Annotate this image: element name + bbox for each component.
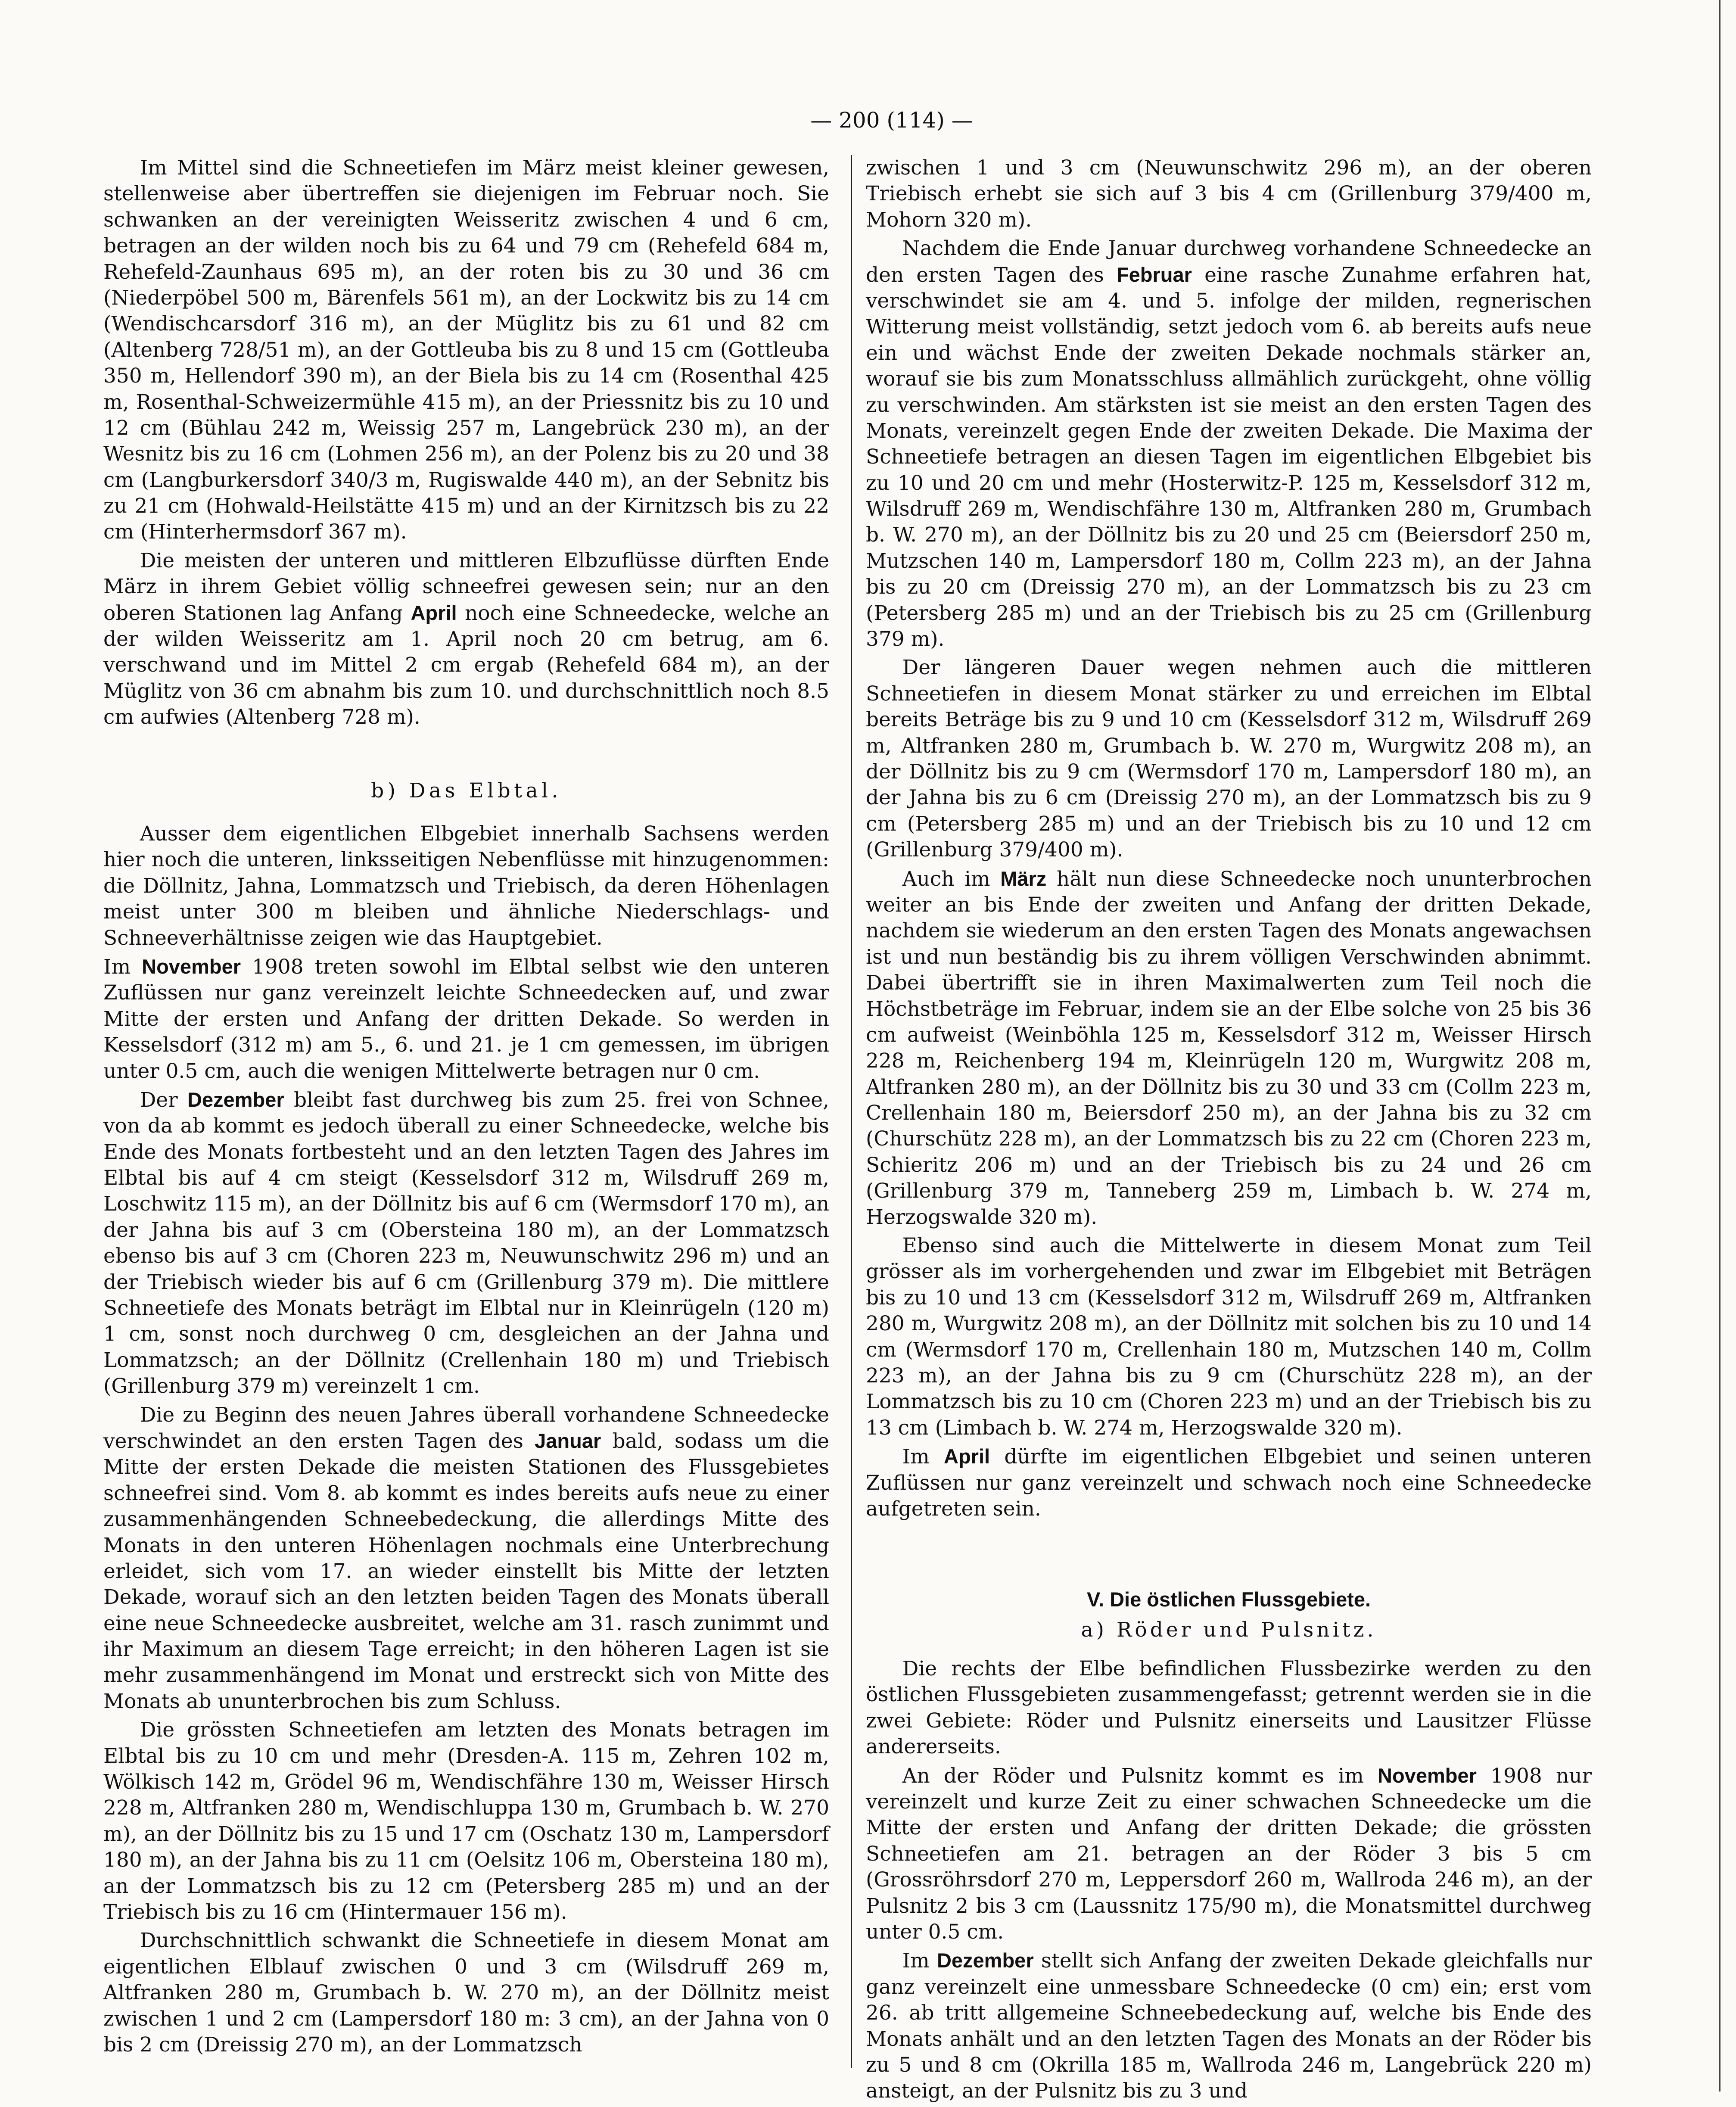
month-label: Februar — [1116, 263, 1192, 286]
month-label: Dezember — [936, 1949, 1034, 1972]
paragraph: An der Röder und Pulsnitz kommt es im November 1908 nur vereinzelt und kurze Zeit zu einer schwachen Schneedecke um die Mitte der ersten und Anfang der dritten Dekade; die grössten Schneetiefen am 21. betragen an der Röder 3 bis 5 cm (Grossröhrsdorf 270 m, Leppersdorf 260 m, Wallroda 246 m), an der Pulsnitz 2 bis 3 cm (Laussnitz 175/90 m), die Monatsmittel durchweg unter 0.5 cm. — [866, 1764, 1592, 1944]
paragraph: zwischen 1 und 3 cm (Neuwunschwitz 296 m), an der oberen Triebisch erhebt sie sich auf 3 bis 4 cm (Grillenburg 379/400 m, Mohorn 320 m). — [866, 156, 1592, 232]
paragraph: Im Dezember stellt sich Anfang der zweiten Dekade gleichfalls nur ganz vereinzelt eine unmessbare Schneedecke (0 cm) ein; erst vom 26. ab tritt allgemeine Schneebedeckung auf, welche bis Ende des Monats anhält und an den letzten Tagen des Monats an der Röder bis zu 5 und 8 cm (Okrilla 185 m, Wallroda 246 m, Langebrück 220 m) ansteigt, an der Pulsnitz bis zu 3 und — [866, 1949, 1592, 2103]
month-label: März — [1000, 867, 1047, 890]
paragraph: Im April dürfte im eigentlichen Elbgebiet und seinen unteren Zuflüssen nur ganz vereinzelt und schwach noch eine Schneedecke aufgetreten sein. — [866, 1445, 1592, 1521]
month-label: November — [1378, 1764, 1477, 1787]
paragraph: Ebenso sind auch die Mittelwerte in diesem Monat zum Teil grösser als im vorhergehenden und zwar im Elbgebiet mit Beträgen bis zu 10 und 13 cm (Kesselsdorf 312 m, Wilsdruff 269 m, Altfranken 280 m, Wurgwitz 208 m), an der Döllnitz mit solchen bis zu 10 und 14 cm (Wermsdorf 170 m, Crellenhain 180 m, Mutzschen 140 m, Collm 223 m), an der Jahna bis zu 9 cm (Churschütz 228 m), an der Lommatzsch bis zu 10 cm (Choren 223 m) und an der Triebisch bis zu 13 cm (Limbach b. W. 274 m, Herzogswalde 320 m). — [866, 1234, 1592, 1440]
paragraph: Auch im März hält nun diese Schneedecke noch ununterbrochen weiter an bis Ende der zweiten und Anfang der dritten Dekade, nachdem sie wiederum an den ersten Tagen des Monats angewachsen ist und nun beständig bis zu ihrem völligen Verschwinden abnimmt. Dabei übertrifft sie in ihren Maximalwerten zum Teil noch die Höchstbeträge im Februar, indem sie an der Elbe solche von 25 bis 36 cm aufweist (Weinböhla 125 m, Kesselsdorf 312 m, Weisser Hirsch 228 m, Reichenberg 194 m, Kleinrügeln 120 m, Wurgwitz 208 m, Altfranken 280 m), an der Döllnitz bis zu 30 und 33 cm (Collm 223 m, Crellenhain 180 m, Beiersdorf 250 m), an der Jahna bis zu 32 cm (Churschütz 228 m), an der Lommatzsch bis zu 22 cm (Choren 223 m, Schieritz 206 m) und an der Triebisch bis zu 24 und 26 cm (Grillenburg 379 m, Tanneberg 259 m, Limbach b. W. 274 m, Herzogswalde 320 m). — [866, 867, 1592, 1229]
section-heading: a) Röder und Pulsnitz. — [1081, 1618, 1377, 1642]
paragraph: Ausser dem eigentlichen Elbgebiet innerhalb Sachsens werden hier noch die unteren, linksseitigen Nebenflüsse mit hinzugenommen: die Döllnitz, Jahna, Lommatzsch und Triebisch, da deren Höhenlagen meist unter 300 m bleiben und ähnliche Niederschlags- und Schneeverhältnisse zeigen wie das Hauptgebiet. — [103, 822, 829, 950]
paragraph: Die zu Beginn des neuen Jahres überall vorhandene Schneedecke verschwindet an den ersten Tagen des Januar bald, sodass um die Mitte der ersten Dekade die meisten Stationen des Flussgebietes schneefrei sind. Vom 8. ab kommt es indes bereits aufs neue zu einer zusammenhängenden Schneebedeckung, die allerdings Mitte des Monats in den unteren Höhenlagen nochmals eine Unterbrechung erleidet, sich vom 17. an wieder einstellt bis Mitte der letzten Dekade, worauf sich an den letzten beiden Tagen des Monats überall eine neue Schneedecke ausbreitet, welche am 31. rasch zunimmt und ihr Maximum an diesem Tage erreicht; in den höheren Lagen ist sie mehr zusammenhängend im Monat und erstreckt sich von Mitte des Monats ab ununterbrochen bis zum Schluss. — [103, 1403, 829, 1713]
page-number: — 200 (114) — — [810, 108, 973, 133]
month-label: April — [411, 601, 457, 624]
paragraph: Die grössten Schneetiefen am letzten des Monats betragen im Elbtal bis zu 10 cm und mehr (Dresden-A. 115 m, Zehren 102 m, Wölkisch 142 m, Grödel 96 m, Wendischfähre 130 m, Weisser Hirsch 228 m, Altfranken 280 m, Wendischluppa 130 m, Grumbach b. W. 270 m), an der Döllnitz bis zu 15 und 17 cm (Oschatz 130 m, Lampersdorf 180 m), an der Jahna bis zu 11 cm (Oelsitz 106 m, Obersteina 180 m), an der Lommatzsch bis zu 12 cm (Petersberg 285 m) und an der Triebisch bis zu 16 cm (Hintermauer 156 m). — [103, 1718, 829, 1924]
paragraph: Der längeren Dauer wegen nehmen auch die mittleren Schneetiefen in diesem Monat stärker zu und erreichen im Elbtal bereits Beträge bis zu 9 und 10 cm (Kesselsdorf 312 m, Wilsdruff 269 m, Altfranken 280 m, Grumbach b. W. 270 m, Wurgwitz 208 m), an der Döllnitz bis zu 9 cm (Wermsdorf 170 m, Lampersdorf 180 m), an der Jahna bis zu 6 cm (Dreissig 270 m), an der Lommatzsch bis zu 9 cm (Petersberg 285 m) und an der Triebisch bis zu 10 und 12 cm (Grillenburg 379/400 m). — [866, 656, 1592, 862]
month-label: Januar — [535, 1429, 601, 1452]
month-label: November — [142, 955, 241, 978]
column-divider — [851, 155, 852, 2068]
paragraph: Die rechts der Elbe befindlichen Flussbezirke werden zu den östlichen Flussgebieten zusammengefasst; getrennt werden sie in die zwei Gebiete: Röder und Pulsnitz einerseits und Lausitzer Flüsse andererseits. — [866, 1657, 1592, 1759]
paragraph: Im Mittel sind die Schneetiefen im März meist kleiner gewesen, stellenweise aber übertreffen sie diejenigen im Februar noch. Sie schwanken an der vereinigten Weisseritz zwischen 4 und 6 cm, betragen an der wilden noch bis zu 64 und 79 cm (Rehefeld 684 m, Rehefeld-Zaunhaus 695 m), an der roten bis zu 30 und 36 cm (Niederpöbel 500 m, Bärenfels 561 m), an der Lockwitz bis zu 14 cm (Wendischcarsdorf 316 m), an der Müglitz bis zu 61 und 82 cm (Altenberg 728/51 m), an der Gottleuba bis zu 8 und 15 cm (Gottleuba 350 m, Hellendorf 390 m), an der Biela bis zu 14 cm (Rosenthal 425 m, Rosenthal-Schweizermühle 415 m), an der Priessnitz bis zu 10 und 12 cm (Bühlau 242 m, Weissig 257 m, Langebrück 230 m), an der Wesnitz bis zu 16 cm (Lohmen 256 m), an der Polenz bis zu 20 und 38 cm (Langburkersdorf 340/3 m, Rugiswalde 440 m), an der Sebnitz bis zu 21 cm (Hohwald-Heilstätte 415 m) und an der Kirnitzsch bis zu 22 cm (Hinterhermsdorf 367 m). — [103, 156, 829, 544]
paragraph: Der Dezember bleibt fast durchweg bis zum 25. frei von Schnee, von da ab kommt es jedoch überall zu einer Schneedecke, welche bis Ende des Monats fortbesteht und an den letzten Tagen des Jahres im Elbtal bis auf 4 cm steigt (Kesselsdorf 312 m, Wilsdruff 269 m, Loschwitz 115 m), an der Döllnitz bis auf 6 cm (Wermsdorf 170 m), an der Jahna bis auf 3 cm (Obersteina 180 m), an der Lommatzsch ebenso bis auf 3 cm (Choren 223 m, Neuwunschwitz 296 m) und an der Triebisch wieder bis auf 6 cm (Grillenburg 379 m). Die mittlere Schneetiefe des Monats beträgt im Elbtal nur in Kleinrügeln (120 m) 1 cm, sonst noch durchweg 0 cm, desgleichen an der Jahna und Lommatzsch; an der Döllnitz (Crellenhain 180 m) und Triebisch (Grillenburg 379 m) vereinzelt 1 cm. — [103, 1088, 829, 1398]
chapter-heading: V. Die östlichen Flussgebiete. — [1086, 1588, 1371, 1611]
paragraph: Nachdem die Ende Januar durchweg vorhandene Schneedecke an den ersten Tagen des Februar eine rasche Zunahme erfahren hat, verschwindet sie am 4. und 5. infolge der milden, regnerischen Witterung meist vollständig, setzt jedoch vom 6. ab bereits aufs neue ein und wächst Ende der zweiten Dekade nochmals stärker an, worauf sie bis zum Monatsschluss allmählich zurückgeht, ohne völlig zu verschwinden. Am stärksten ist sie meist an den ersten Tagen des Monats, vereinzelt gegen Ende der zweiten Dekade. Die Maxima der Schneetiefe betragen an diesen Tagen im eigentlichen Elbgebiet bis zu 10 und 20 cm und mehr (Hosterwitz-P. 125 m, Kesselsdorf 312 m, Wilsdruff 269 m, Wendischfähre 130 m, Altfranken 280 m, Grumbach b. W. 270 m), an der Döllnitz bis zu 20 und 25 cm (Beiersdorf 250 m, Mutzschen 140 m, Lampersdorf 180 m, Collm 223 m), an der Jahna bis zu 20 cm (Dreissig 270 m), an der Lommatzsch bis zu 23 cm (Petersberg 285 m) und an der Triebisch bis zu 25 cm (Grillenburg 379 m). — [866, 237, 1592, 651]
paragraph: Durchschnittlich schwankt die Schneetiefe in diesem Monat am eigentlichen Elblauf zwischen 0 und 3 cm (Wilsdruff 269 m, Altfranken 280 m, Grumbach b. W. 270 m), an der Döllnitz meist zwischen 1 und 2 cm (Lampersdorf 180 m: 3 cm), an der Jahna von 0 bis 2 cm (Dreissig 270 m), an der Lommatzsch — [103, 1929, 829, 2057]
page-edge-line — [1719, 0, 1720, 2091]
paragraph: Die meisten der unteren und mittleren Elbzuflüsse dürften Ende März in ihrem Gebiet völlig schneefrei gewesen sein; nur an den oberen Stationen lag Anfang April noch eine Schneedecke, welche an der wilden Weisseritz am 1. April noch 20 cm betrug, am 6. verschwand und im Mittel 2 cm ergab (Rehefeld 684 m), an der Müglitz von 36 cm abnahm bis zum 10. und durchschnittlich noch 8.5 cm aufwies (Altenberg 728 m). — [103, 548, 829, 729]
paragraph: Im November 1908 treten sowohl im Elbtal selbst wie den unteren Zuflüssen nur ganz vereinzelt leichte Schneedecken auf, und zwar Mitte der ersten und Anfang der dritten Dekade. So werden in Kesselsdorf (312 m) am 5., 6. und 21. je 1 cm gemessen, im übrigen unter 0.5 cm, auch die wenigen Mittelwerte betragen nur 0 cm. — [103, 955, 829, 1083]
right-column — [866, 155, 1592, 2107]
month-label: April — [944, 1445, 990, 1468]
left-column — [103, 155, 829, 2060]
section-heading: b) Das Elbtal. — [371, 778, 562, 803]
month-label: Dezember — [187, 1088, 284, 1111]
